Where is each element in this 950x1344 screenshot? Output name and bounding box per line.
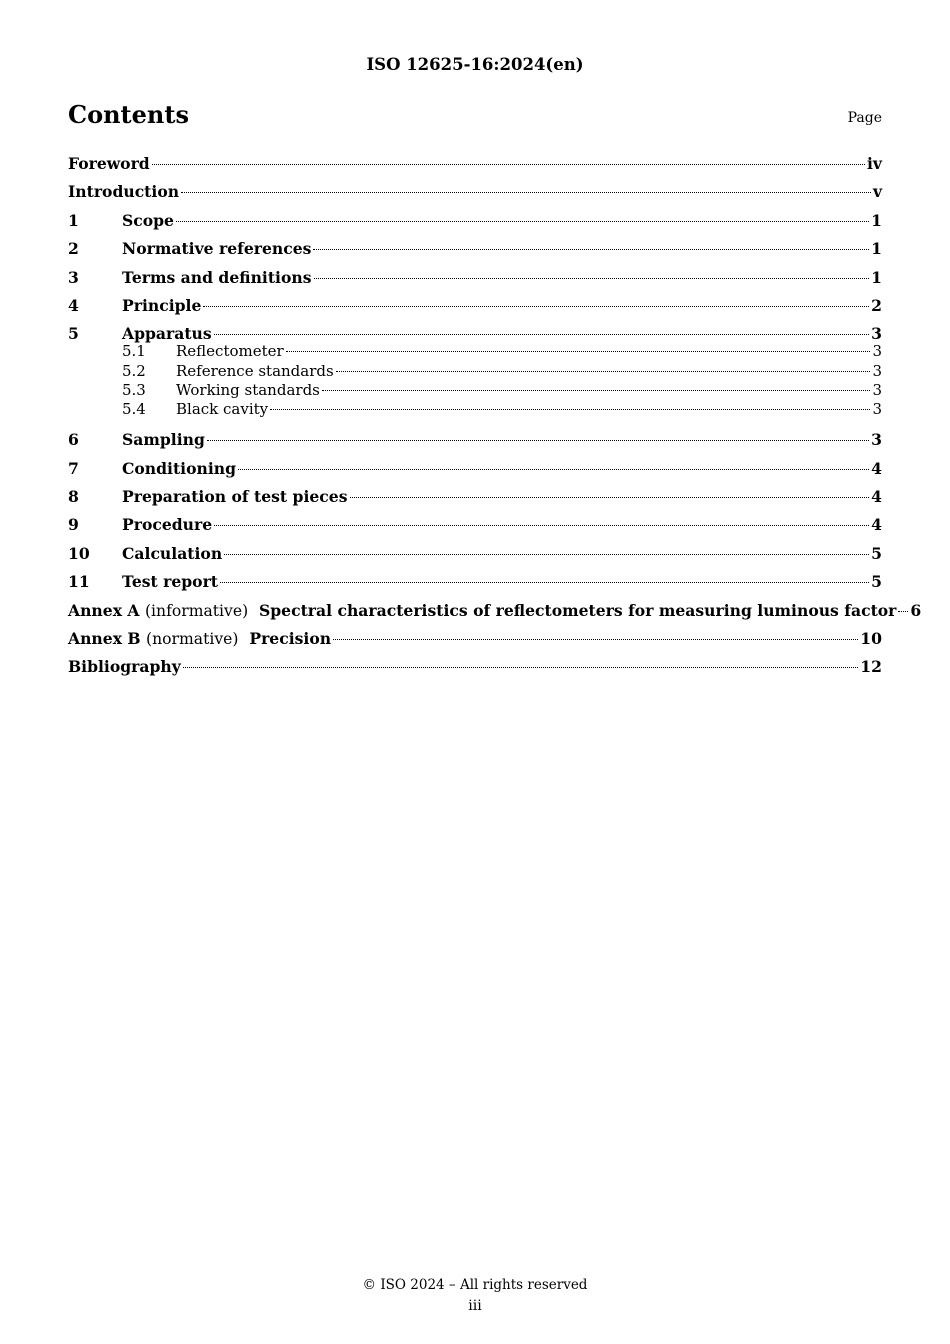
- annex-label: Annex A: [68, 600, 140, 620]
- document-header: ISO 12625-16:2024(en): [366, 55, 584, 74]
- annex-status: (informative): [144, 601, 249, 620]
- toc-subentry-reference-standards[interactable]: [68, 362, 882, 381]
- toc-entry-title: [68, 599, 896, 623]
- toc-entry-apparatus[interactable]: [68, 322, 882, 342]
- dot-leader: [336, 371, 871, 372]
- toc-entry-number: 5.1: [122, 342, 146, 361]
- toc-entry-foreword[interactable]: [68, 152, 882, 180]
- toc-entry-number: 10: [68, 543, 90, 563]
- toc-entry-preparation-of-test-pieces[interactable]: [68, 485, 882, 513]
- toc-entry-number: 5.2: [122, 361, 146, 380]
- dot-leader: [314, 278, 870, 279]
- toc-entry-number: 5: [68, 324, 79, 344]
- toc-entry-number: 8: [68, 487, 79, 507]
- toc-entry-number: 3: [68, 267, 79, 287]
- copyright-notice: © ISO 2024 – All rights reserved: [362, 1277, 588, 1293]
- toc-entry-page: 3: [871, 430, 882, 450]
- dot-leader: [183, 667, 859, 668]
- dot-leader: [220, 582, 869, 583]
- toc-entry-sampling[interactable]: [68, 428, 882, 456]
- toc-entry-title: [68, 627, 331, 651]
- toc-entry-page: 4: [871, 515, 882, 535]
- dot-leader: [214, 334, 869, 335]
- dot-leader: [176, 221, 869, 222]
- toc-entry-annex-a[interactable]: [68, 599, 922, 627]
- toc-entry-page: v: [872, 182, 882, 202]
- dot-leader: [203, 306, 869, 307]
- toc-entry-title: Introduction: [68, 182, 180, 202]
- toc-entry-scope[interactable]: [68, 209, 882, 237]
- toc-entry-title: Reference standards: [176, 361, 334, 380]
- toc-entry-title: Black cavity: [176, 400, 269, 419]
- toc-entry-page: 5: [871, 543, 882, 563]
- toc-entry-bibliography[interactable]: [68, 655, 882, 683]
- toc-entry-page: 10: [860, 628, 882, 648]
- table-of-contents: [68, 152, 922, 684]
- toc-entry-number: 1: [68, 210, 79, 230]
- toc-entry-normative-references[interactable]: [68, 237, 882, 265]
- toc-entry-number: 6: [68, 430, 79, 450]
- dot-leader: [238, 469, 869, 470]
- toc-entry-number: 2: [68, 239, 79, 259]
- page-number: iii: [468, 1298, 482, 1314]
- toc-entry-annex-b[interactable]: [68, 627, 882, 655]
- dot-leader: [898, 611, 908, 612]
- toc-entry-title: Sampling: [122, 430, 205, 450]
- toc-entry-test-report[interactable]: [68, 570, 882, 598]
- dot-leader: [207, 440, 869, 441]
- toc-entry-procedure[interactable]: [68, 513, 882, 541]
- dot-leader: [313, 249, 869, 250]
- toc-entry-title: Preparation of test pieces: [122, 487, 348, 507]
- toc-entry-page: 1: [871, 239, 882, 259]
- toc-entry-title: Conditioning: [122, 458, 237, 478]
- toc-entry-calculation[interactable]: [68, 542, 882, 570]
- annex-label: Annex B: [68, 628, 141, 648]
- page-column-label: Page: [847, 110, 882, 126]
- toc-entry-number: 4: [68, 295, 79, 315]
- toc-entry-title: Scope: [122, 210, 174, 230]
- toc-entry-title: Bibliography: [68, 657, 181, 677]
- toc-subentry-black-cavity[interactable]: [68, 400, 882, 428]
- annex-status: (normative): [146, 629, 239, 648]
- toc-entry-page: 3: [872, 380, 882, 399]
- dot-leader: [322, 390, 871, 391]
- toc-subentry-working-standards[interactable]: [68, 381, 882, 400]
- toc-entry-number: 11: [68, 572, 90, 592]
- toc-entry-page: 6: [910, 600, 922, 620]
- toc-entry-title: Apparatus: [122, 324, 212, 344]
- toc-entry-title: Calculation: [122, 543, 223, 563]
- toc-entry-number: 7: [68, 458, 79, 478]
- annex-title: Precision: [249, 628, 332, 648]
- toc-entry-page: 3: [872, 400, 882, 419]
- toc-entry-title: Working standards: [176, 380, 320, 399]
- toc-entry-page: 4: [871, 458, 882, 478]
- toc-entry-page: 4: [871, 487, 882, 507]
- toc-entry-page: 5: [871, 572, 882, 592]
- toc-entry-number: 5.3: [122, 380, 146, 399]
- toc-subentry-reflectometer[interactable]: [68, 342, 882, 361]
- toc-entry-title: Terms and definitions: [122, 267, 312, 287]
- toc-entry-title: Procedure: [122, 515, 213, 535]
- toc-entry-page: 3: [871, 324, 882, 344]
- toc-entry-title: Normative references: [122, 239, 312, 259]
- dot-leader: [270, 409, 870, 410]
- toc-entry-page: 2: [871, 295, 882, 315]
- toc-entry-number: 5.4: [122, 400, 146, 419]
- toc-entry-title: Foreword: [68, 154, 150, 173]
- dot-leader: [286, 351, 871, 352]
- toc-entry-title: Test report: [122, 572, 219, 592]
- toc-entry-principle[interactable]: [68, 294, 882, 322]
- toc-entry-page: iv: [867, 154, 882, 173]
- dot-leader: [152, 164, 865, 165]
- toc-entry-page: 1: [871, 267, 882, 287]
- contents-heading: Contents: [68, 100, 189, 129]
- annex-title: Spectral characteristics of reflectometers for measuring luminous factor: [259, 600, 897, 620]
- toc-entry-number: 9: [68, 515, 79, 535]
- toc-entry-introduction[interactable]: [68, 180, 882, 208]
- toc-entry-title: Principle: [122, 295, 202, 315]
- dot-leader: [350, 497, 870, 498]
- dot-leader: [214, 525, 869, 526]
- dot-leader: [333, 639, 858, 640]
- toc-entry-conditioning[interactable]: [68, 457, 882, 485]
- toc-entry-page: 1: [871, 210, 882, 230]
- toc-entry-page: 3: [872, 361, 882, 380]
- toc-entry-page: 3: [872, 342, 882, 361]
- dot-leader: [224, 554, 869, 555]
- toc-entry-terms-and-definitions[interactable]: [68, 266, 882, 294]
- toc-entry-page: 12: [860, 657, 882, 677]
- toc-entry-title: Reflectometer: [176, 342, 284, 361]
- dot-leader: [181, 192, 871, 193]
